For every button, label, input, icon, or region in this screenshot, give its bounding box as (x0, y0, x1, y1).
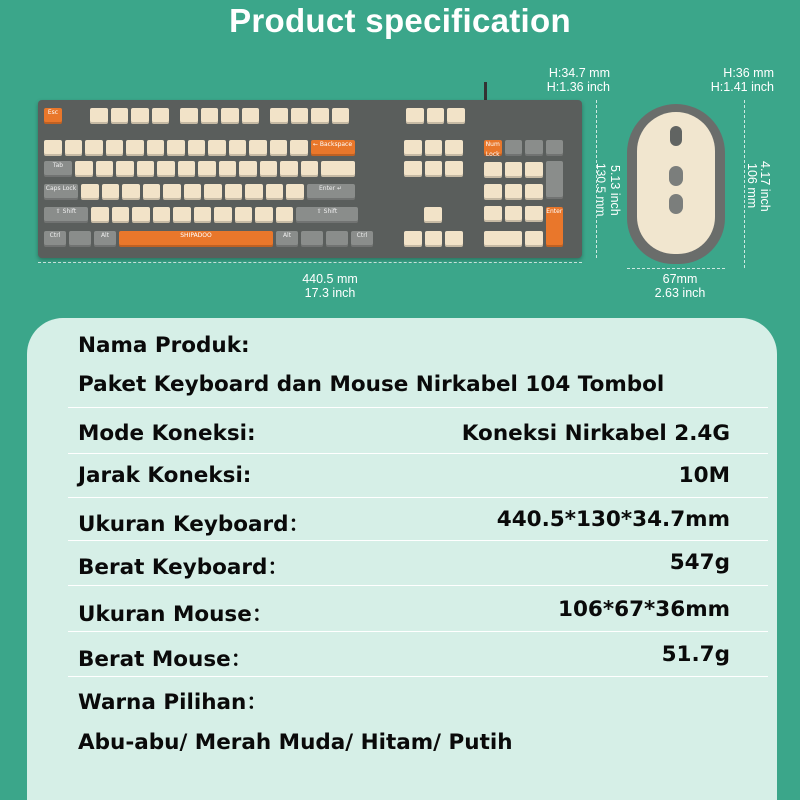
numpad-key (505, 206, 523, 222)
keyboard-key (208, 140, 226, 156)
keyboard-key (126, 140, 144, 156)
mouse-length-inch: 4.17 inch (758, 160, 772, 212)
spec-value: 10M (678, 463, 730, 488)
spec-value: Koneksi Nirkabel 2.4G (461, 421, 730, 446)
function-key (427, 108, 445, 124)
keyboard-key (270, 140, 288, 156)
keyboard-key (147, 140, 165, 156)
keyboard-key (225, 184, 243, 200)
keyboard-key (167, 140, 185, 156)
numpad-key (484, 184, 502, 200)
keyboard-key (290, 140, 308, 156)
function-key (447, 108, 465, 124)
keyboard-key (235, 207, 253, 223)
keyboard-key (229, 140, 247, 156)
kb-width-line (38, 262, 582, 263)
keyboard-key (65, 140, 83, 156)
mouse-width-inch: 2.63 inch (654, 286, 706, 300)
keyboard-cable (484, 82, 487, 102)
nav-key (425, 140, 443, 156)
numpad-key (525, 140, 543, 156)
keyboard-key (178, 161, 196, 177)
function-key (270, 108, 288, 124)
function-key (90, 108, 108, 124)
keyboard-key (321, 161, 355, 177)
keyboard-key (112, 207, 130, 223)
mouse-width-line (627, 268, 725, 269)
numpad-zero-key (484, 231, 522, 247)
divider (68, 631, 768, 632)
function-key (131, 108, 149, 124)
spec-label: Mode Koneksi: (78, 421, 256, 446)
kb-depth-mm: 130.5 mm (594, 163, 608, 217)
numpad-key (546, 140, 564, 156)
function-key (291, 108, 309, 124)
tab-key: Tab (44, 161, 72, 177)
keyboard-key (157, 161, 175, 177)
numpad-key (505, 184, 523, 200)
alt-key: Alt (94, 231, 116, 247)
keyboard-key (266, 184, 284, 200)
mouse-scroll-wheel (670, 126, 682, 146)
numpad-key (525, 206, 543, 222)
numpad-key (484, 162, 502, 178)
function-key (111, 108, 129, 124)
alt-key: Alt (276, 231, 298, 247)
mouse-length-mm-label (729, 146, 759, 226)
numpad-key (525, 184, 543, 200)
divider (68, 407, 768, 408)
keyboard-key (239, 161, 257, 177)
keyboard-key (143, 184, 161, 200)
keyboard-key (214, 207, 232, 223)
divider (68, 585, 768, 586)
keyboard-key (301, 161, 319, 177)
keyboard-key (163, 184, 181, 200)
keyboard-key (194, 207, 212, 223)
mouse-width-mm: 67mm (662, 272, 698, 286)
kb-height-mm: H:34.7 mm (548, 66, 610, 80)
ctrl-key: Ctrl (44, 231, 66, 247)
numpad-key (505, 162, 523, 178)
spec-value: 51.7g (661, 642, 730, 667)
mouse-width-label (630, 272, 730, 300)
nav-key (404, 140, 422, 156)
mouse-length-mm: 106 mm (745, 163, 759, 209)
mouse-image (627, 104, 725, 264)
space-key: SHIPADOO (119, 231, 273, 247)
kb-depth-inch: 5.13 inch (608, 164, 622, 216)
keyboard-key (153, 207, 171, 223)
keyboard-key (219, 161, 237, 177)
function-key (180, 108, 198, 124)
arrow-key (445, 231, 463, 247)
mouse-height-inch: H:1.41 inch (710, 80, 774, 94)
esc-key: Esc (44, 108, 62, 124)
numpad-enter-key: Enter (546, 207, 564, 247)
nav-key (425, 161, 443, 177)
divider (68, 497, 768, 498)
keyboard-key (286, 184, 304, 200)
keyboard-key (106, 140, 124, 156)
enter-key: Enter ↵ (307, 184, 355, 200)
keyboard-key (276, 207, 294, 223)
color-options-label: Warna Pilihan： (78, 690, 268, 715)
kb-width-label (270, 272, 390, 300)
keyboard-key (132, 207, 150, 223)
arrow-key (425, 231, 443, 247)
keyboard-key (260, 161, 278, 177)
spec-value: 547g (669, 550, 730, 575)
function-key (332, 108, 350, 124)
right-shift-key: ⇧ Shift (296, 207, 358, 223)
keyboard-key (116, 161, 134, 177)
caps-lock-key: Caps Lock (44, 184, 78, 200)
mouse-height-label (660, 66, 774, 94)
spec-label: Berat Keyboard： (78, 555, 289, 580)
kb-width-inch: 17.3 inch (304, 286, 356, 300)
product-name-label: Nama Produk: (78, 333, 250, 358)
spec-label: Berat Mouse： (78, 647, 253, 672)
keyboard-key (184, 184, 202, 200)
kb-height-inch: H:1.36 inch (546, 80, 610, 94)
mouse-height-mm: H:36 mm (723, 66, 774, 80)
keyboard-key (245, 184, 263, 200)
keyboard-key (249, 140, 267, 156)
numpad-key (525, 162, 543, 178)
mouse-side-button (669, 194, 683, 214)
function-key (201, 108, 219, 124)
keyboard-key (204, 184, 222, 200)
product-name-value: Paket Keyboard dan Mouse Nirkabel 104 Tombol (78, 372, 665, 397)
mouse-side-button (669, 166, 683, 186)
left-shift-key: ⇧ Shift (44, 207, 88, 223)
function-key (152, 108, 170, 124)
keyboard-key (255, 207, 273, 223)
function-key (242, 108, 260, 124)
menu-key (326, 231, 348, 247)
keyboard-key (96, 161, 114, 177)
spec-value: 440.5*130*34.7mm (496, 507, 730, 532)
fn-key (69, 231, 91, 247)
keyboard-key (102, 184, 120, 200)
ctrl-key: Ctrl (351, 231, 373, 247)
keyboard-key (75, 161, 93, 177)
keyboard-key (188, 140, 206, 156)
numpad-plus-key (546, 161, 564, 199)
keyboard-key (198, 161, 216, 177)
page-title: Product specification (229, 2, 571, 39)
kb-height-label (500, 66, 610, 94)
keyboard-key (44, 140, 62, 156)
backspace-key: ← Backspace (311, 140, 355, 156)
keyboard-image (38, 100, 582, 258)
nav-key (445, 161, 463, 177)
color-options-value: Abu-abu/ Merah Muda/ Hitam/ Putih (78, 730, 513, 755)
function-key (406, 108, 424, 124)
numpad-key (525, 231, 543, 247)
keyboard-key (137, 161, 155, 177)
spec-value: 106*67*36mm (557, 597, 730, 622)
divider (68, 453, 768, 454)
num-lock-key: Num Lock (485, 141, 500, 156)
keyboard-key (81, 184, 99, 200)
divider (68, 540, 768, 541)
function-key (311, 108, 329, 124)
divider (68, 676, 768, 677)
fn-key (301, 231, 323, 247)
spec-label: Ukuran Keyboard： (78, 512, 311, 537)
keyboard-key (91, 207, 109, 223)
arrow-key (404, 231, 422, 247)
keyboard-key (280, 161, 298, 177)
keyboard-key (85, 140, 103, 156)
keyboard-key (173, 207, 191, 223)
nav-key (445, 140, 463, 156)
numpad-key (505, 140, 523, 156)
arrow-key (424, 207, 442, 223)
spec-label: Jarak Koneksi: (78, 463, 252, 488)
spec-label: Ukuran Mouse： (78, 602, 274, 627)
kb-depth-mm-label (578, 150, 608, 230)
kb-width-mm: 440.5 mm (302, 272, 358, 286)
keyboard-key (122, 184, 140, 200)
function-key (221, 108, 239, 124)
numpad-key (484, 206, 502, 222)
nav-key (404, 161, 422, 177)
